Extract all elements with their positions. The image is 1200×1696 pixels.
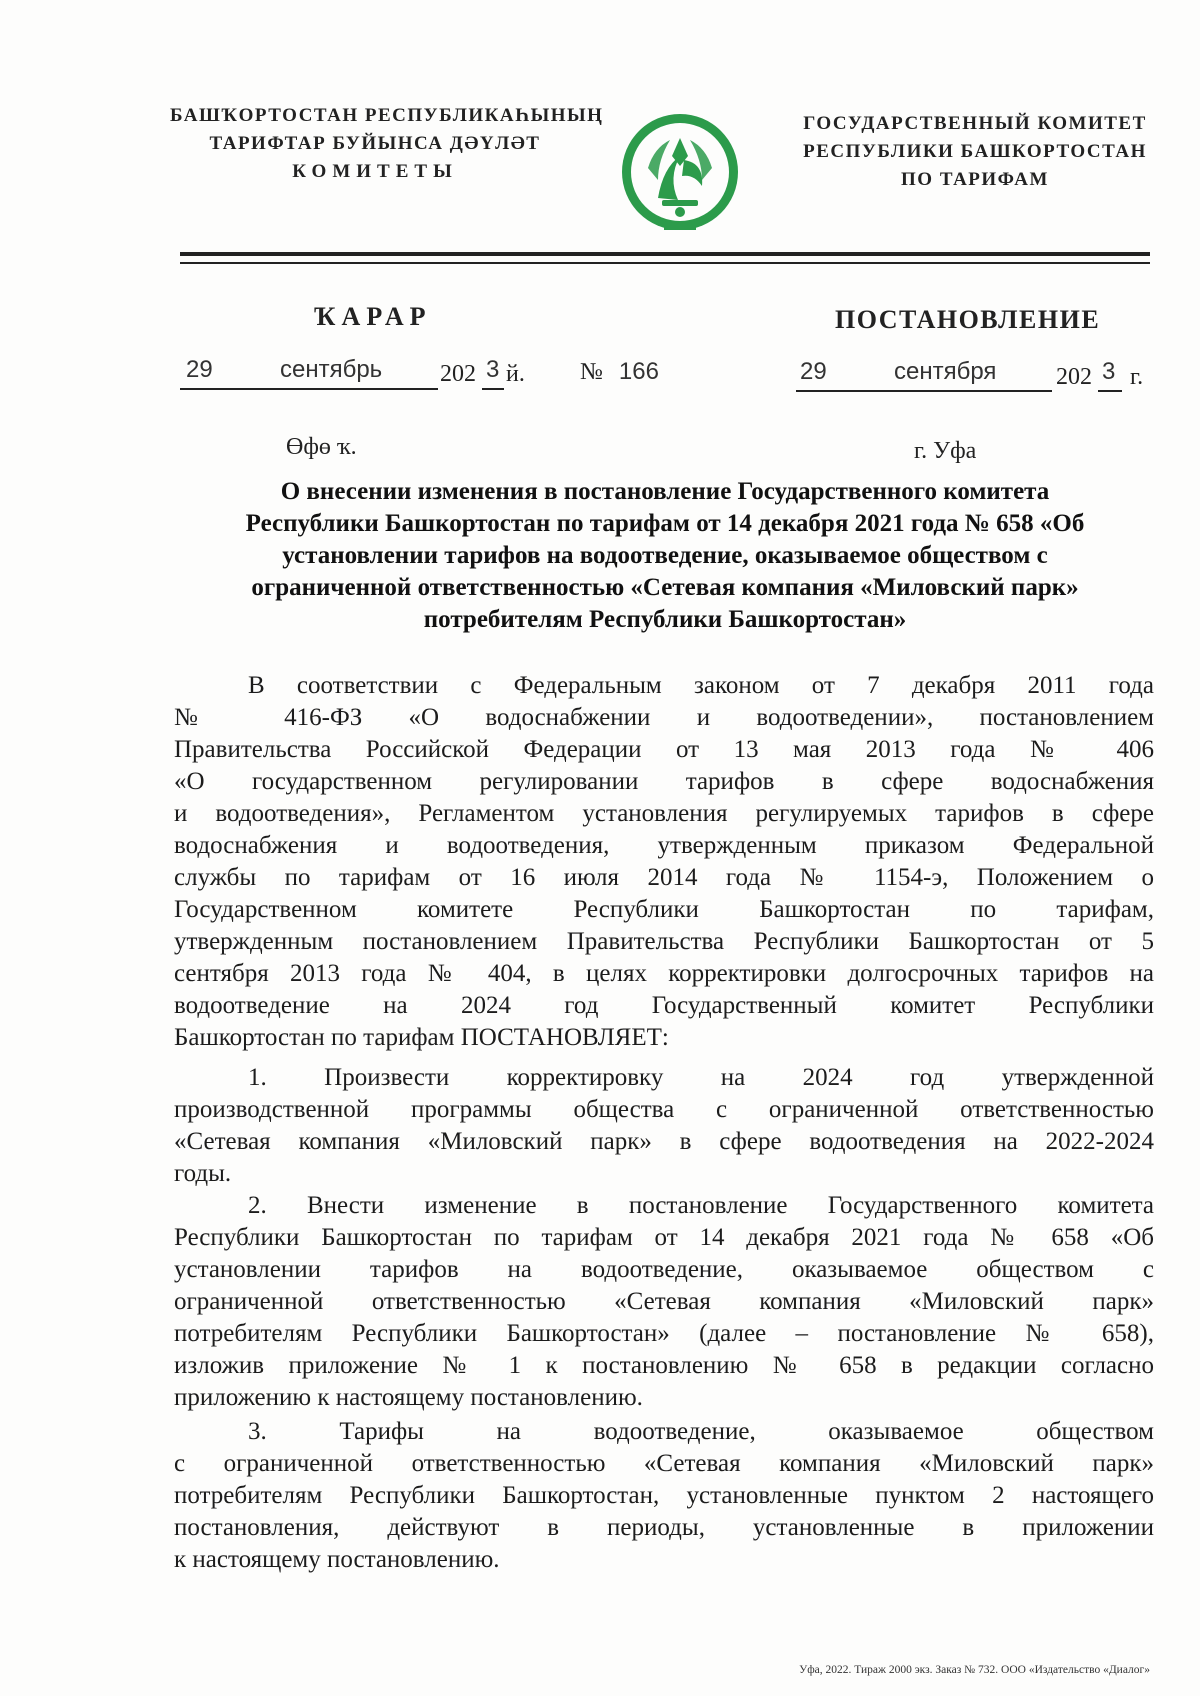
body-line: Республики Башкортостан по тарифам от 14 декабря 2021 года № 658 «Об [174,1224,1154,1251]
letterhead-bashkir [170,102,604,186]
body-line: службы по тарифам от 16 июля 2014 года № 1154-э, Положением о [174,864,1154,891]
body-line: 1. Произвести корректировку на 2024 год утвержденной [248,1064,1154,1091]
title-line: Республики Башкортостан по тарифам от 14 декабря 2021 года № 658 «Об [245,510,1085,537]
body-line: № 416-ФЗ «О водоснабжении и водоотведении», постановлением [174,704,1154,731]
date-ba-month: сентябрь [280,356,383,383]
title-line: установлении тарифов на водоотведение, оказываемое обществом с [282,542,1048,569]
letterhead-russian [790,110,1160,194]
preamble-paragraph [174,670,1154,1054]
body-line: «Сетевая компания «Миловский парк» в сфере водоотведения на 2022-2024 [174,1128,1154,1155]
date-ba-day: 29 [186,356,213,383]
date-line-bashkir [180,356,550,390]
date-ba-underline [180,388,438,390]
doc-number-value: 166 [618,358,659,385]
date-ba-year-suffix: й. [506,361,525,387]
doc-kind-bashkir: ҠАРАР [314,302,432,331]
body-line: 2. Внести изменение в постановление Государственного комитета [248,1192,1154,1219]
date-ru-year-prefix: 202 [1056,364,1092,390]
date-ba-year-digit: 3 [486,356,500,383]
title-line: ограниченной ответственностью «Сетевая компания «Миловский парк» [251,574,1079,601]
letterhead-ba-line-1: БАШҠОРТОСТАН РЕСПУБЛИКАҺЫНЫҢ [170,105,604,126]
date-ru-year-underline [1098,390,1122,392]
body-line: утвержденным постановлением Правительства Республики Башкортостан от 5 [174,928,1154,955]
body-line: производственной программы общества с ограниченной ответственностью [174,1096,1154,1123]
title-line: потребителям Республики Башкортостан» [423,606,907,633]
letterhead-ru-line-3: ПО ТАРИФАМ [901,169,1049,190]
body-line: 3. Тарифы на водоотведение, оказываемое обществом [248,1418,1154,1445]
date-ba-year-underline [482,388,504,390]
letterhead-divider-thin [180,262,1150,264]
letterhead-ba-line-2: ТАРИФТАР БУЙЫНСА ДӘҮЛӘТ [209,133,541,154]
document-title [180,476,1150,636]
body-line: потребителям Республики Башкортостан, установленные пунктом 2 настоящего [174,1482,1154,1509]
doc-number [580,358,659,386]
date-line-russian [796,358,1156,392]
body-line: Правительства Российской Федерации от 13 мая 2013 года № 406 [174,736,1154,763]
body-line: Башкортостан по тарифам ПОСТАНОВЛЯЕТ: [174,1024,669,1051]
body-line: Государственном комитете Республики Башкортостан по тарифам, [174,896,1154,923]
body-line: и водоотведения», Регламентом установления регулируемых тарифов в сфере [174,800,1154,827]
item-3-paragraph [174,1416,1154,1576]
body-line: потребителям Республики Башкортостан» (далее – постановление № 658), [174,1320,1154,1347]
body-line: к настоящему постановлению. [174,1546,500,1573]
body-line: установлении тарифов на водоотведение, оказываемое обществом с [174,1256,1154,1283]
body-line: «О государственном регулировании тарифов в сфере водоснабжения [174,768,1154,795]
body-line: постановления, действуют в периоды, установленные в приложении [174,1514,1154,1541]
letterhead-ba-line-3: КОМИТЕТЫ [292,161,458,182]
printer-imprint: Уфа, 2022. Тираж 2000 экз. Заказ № 732. ООО «Издательство «Диалог» [799,1664,1150,1676]
body-line: водоснабжения и водоотведения, утвержденным приказом Федеральной [174,832,1154,859]
letterhead-divider-thick [180,252,1150,256]
letterhead-ru-line-2: РЕСПУБЛИКИ БАШКОРТОСТАН [803,141,1147,162]
city-bashkir: Өфө ҡ. [286,434,357,460]
doc-number-sign: № [580,359,603,385]
date-ru-year-suffix: г. [1130,364,1144,390]
body-line: с ограниченной ответственностью «Сетевая компания «Миловский парк» [174,1450,1154,1477]
body-line: водоотведение на 2024 год Государственный комитет Республики [174,992,1154,1019]
date-ba-year-prefix: 202 [440,361,476,387]
body-line: приложению к настоящему постановлению. [174,1384,643,1411]
body-line: ограниченной ответственностью «Сетевая компания «Миловский парк» [174,1288,1154,1315]
city-russian: г. Уфа [914,438,977,464]
date-ru-underline [796,390,1052,392]
bashkortostan-coat-of-arms-icon [618,108,742,238]
body-line: изложив приложение № 1 к постановлению № 658 в редакции согласно [174,1352,1154,1379]
body-line: годы. [174,1160,232,1187]
date-ru-year-digit: 3 [1102,358,1116,385]
item-2-paragraph [174,1190,1154,1414]
doc-kind-russian: ПОСТАНОВЛЕНИЕ [835,305,1101,334]
body-line: сентября 2013 года № 404, в целях корректировки долгосрочных тарифов на [174,960,1154,987]
date-ru-day: 29 [800,358,827,385]
letterhead-ru-line-1: ГОСУДАРСТВЕННЫЙ КОМИТЕТ [803,113,1147,134]
body-line: В соответствии с Федеральным законом от 7 декабря 2011 года [248,672,1154,699]
title-line: О внесении изменения в постановление Государственного комитета [280,478,1050,505]
date-ru-month: сентября [894,358,997,385]
item-1-paragraph [174,1062,1154,1190]
